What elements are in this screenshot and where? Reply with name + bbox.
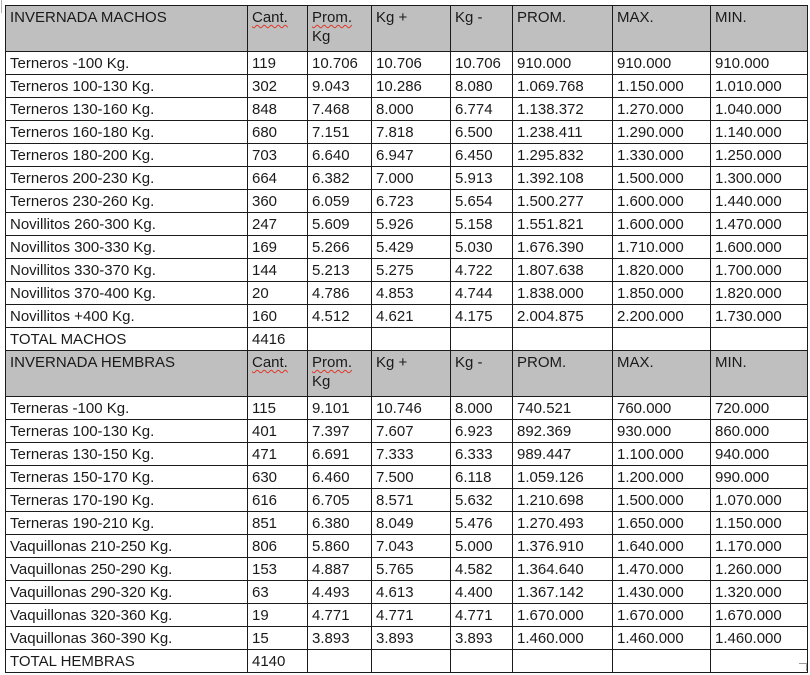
max-cell[interactable]: 1.470.000 [613, 558, 711, 581]
prom-cell[interactable]: 2.004.875 [513, 305, 613, 328]
max-cell[interactable]: 1.600.000 [613, 213, 711, 236]
kg-minus-cell[interactable]: 4.400 [451, 581, 513, 604]
cant-cell[interactable]: 20 [248, 282, 308, 305]
min-cell[interactable]: 1.140.000 [711, 121, 808, 144]
min-cell[interactable]: 1.730.000 [711, 305, 808, 328]
empty-cell[interactable] [372, 650, 451, 673]
cant-cell[interactable]: 401 [248, 420, 308, 443]
min-cell[interactable]: 1.260.000 [711, 558, 808, 581]
kg-plus-cell[interactable]: 8.000 [372, 98, 451, 121]
kg-minus-cell[interactable]: 6.923 [451, 420, 513, 443]
category-cell[interactable]: Vaquillonas 250-290 Kg. [6, 558, 248, 581]
kg-plus-cell[interactable]: 5.926 [372, 213, 451, 236]
min-cell[interactable]: 860.000 [711, 420, 808, 443]
column-header-kg-minus[interactable] [451, 6, 513, 52]
category-cell[interactable]: Novillitos 330-370 Kg. [6, 259, 248, 282]
category-cell[interactable]: Terneras 130-150 Kg. [6, 443, 248, 466]
kg-minus-cell[interactable]: 8.080 [451, 75, 513, 98]
max-cell[interactable]: 1.820.000 [613, 259, 711, 282]
total-row [6, 650, 808, 673]
prom-cell[interactable]: 1.138.372 [513, 98, 613, 121]
kg-minus-cell[interactable]: 5.158 [451, 213, 513, 236]
kg-minus-cell[interactable]: 10.706 [451, 52, 513, 75]
max-cell[interactable]: 1.640.000 [613, 535, 711, 558]
prom-cell[interactable]: 1.270.493 [513, 512, 613, 535]
kg-minus-cell[interactable]: 5.030 [451, 236, 513, 259]
category-cell[interactable]: Terneras 170-190 Kg. [6, 489, 248, 512]
min-cell[interactable]: 1.700.000 [711, 259, 808, 282]
prom-cell[interactable]: 1.392.108 [513, 167, 613, 190]
empty-cell[interactable] [308, 328, 372, 351]
category-cell[interactable]: Novillitos 260-300 Kg. [6, 213, 248, 236]
prom-label: PROM. [517, 354, 567, 371]
kg-minus-cell[interactable]: 5.476 [451, 512, 513, 535]
empty-cell[interactable] [513, 650, 613, 673]
kg-plus-cell[interactable]: 4.771 [372, 604, 451, 627]
table-row [6, 144, 808, 167]
category-cell[interactable]: Novillitos 300-330 Kg. [6, 236, 248, 259]
min-cell[interactable]: 1.320.000 [711, 581, 808, 604]
table-row [6, 604, 808, 627]
cant-cell[interactable]: 851 [248, 512, 308, 535]
max-cell[interactable]: 1.100.000 [613, 443, 711, 466]
category-cell[interactable]: Terneras 100-130 Kg. [6, 420, 248, 443]
kg-minus-cell[interactable]: 4.722 [451, 259, 513, 282]
column-header-min[interactable] [711, 351, 808, 397]
cant-cell[interactable]: 664 [248, 167, 308, 190]
table-row [6, 535, 808, 558]
cant-cell[interactable]: 63 [248, 581, 308, 604]
kg-minus-cell[interactable]: 4.582 [451, 558, 513, 581]
prom-kg-cell[interactable]: 6.380 [308, 512, 372, 535]
column-header-min[interactable] [711, 6, 808, 52]
kg-plus-cell[interactable]: 4.613 [372, 581, 451, 604]
prom-kg-cell[interactable]: 3.893 [308, 627, 372, 650]
min-cell[interactable]: 1.070.000 [711, 489, 808, 512]
max-cell[interactable]: 1.500.000 [613, 489, 711, 512]
kg-plus-cell[interactable]: 7.818 [372, 121, 451, 144]
kg-minus-cell[interactable]: 5.632 [451, 489, 513, 512]
prom-kg-cell[interactable]: 9.043 [308, 75, 372, 98]
column-header-max[interactable] [613, 351, 711, 397]
category-cell[interactable]: Terneros 160-180 Kg. [6, 121, 248, 144]
prom-kg-cell[interactable]: 10.706 [308, 52, 372, 75]
category-cell[interactable]: Terneros -100 Kg. [6, 52, 248, 75]
prom-cell[interactable]: 1.838.000 [513, 282, 613, 305]
table-row [6, 558, 808, 581]
column-header-kg-minus[interactable] [451, 351, 513, 397]
empty-cell[interactable] [613, 650, 711, 673]
prom-cell[interactable]: 1.367.142 [513, 581, 613, 604]
prom-cell[interactable]: 1.238.411 [513, 121, 613, 144]
max-cell[interactable]: 1.150.000 [613, 75, 711, 98]
table-row [6, 167, 808, 190]
cant-cell[interactable]: 115 [248, 397, 308, 420]
min-cell[interactable]: 1.040.000 [711, 98, 808, 121]
kg-plus-cell[interactable]: 7.500 [372, 466, 451, 489]
prom-kg-cell[interactable]: 4.786 [308, 282, 372, 305]
prom-kg-cell[interactable]: 6.059 [308, 190, 372, 213]
table-row [6, 489, 808, 512]
empty-cell[interactable] [711, 650, 808, 673]
kg-minus-cell[interactable]: 3.893 [451, 627, 513, 650]
kg-plus-cell[interactable]: 10.746 [372, 397, 451, 420]
column-header-prom[interactable] [513, 6, 613, 52]
min-cell[interactable]: 1.300.000 [711, 167, 808, 190]
table-row [6, 98, 808, 121]
kg-minus-label: Kg - [455, 9, 483, 26]
column-header-cant[interactable] [248, 6, 308, 52]
min-label: MIN. [715, 354, 747, 371]
prom-cell[interactable]: 1.059.126 [513, 466, 613, 489]
kg-plus-cell[interactable]: 7.607 [372, 420, 451, 443]
kg-minus-cell[interactable]: 5.654 [451, 190, 513, 213]
max-cell[interactable]: 760.000 [613, 397, 711, 420]
prom-kg-label-line2: Kg [312, 28, 331, 45]
category-cell[interactable]: Novillitos +400 Kg. [6, 305, 248, 328]
prom-cell[interactable]: 1.295.832 [513, 144, 613, 167]
min-cell[interactable]: 1.170.000 [711, 535, 808, 558]
column-header-prom-kg[interactable] [308, 6, 372, 52]
min-cell[interactable]: 1.820.000 [711, 282, 808, 305]
max-cell[interactable]: 1.500.000 [613, 167, 711, 190]
kg-plus-label: Kg + [376, 9, 408, 26]
kg-plus-cell[interactable]: 5.429 [372, 236, 451, 259]
prom-cell[interactable]: 1.376.910 [513, 535, 613, 558]
prom-kg-cell[interactable]: 6.382 [308, 167, 372, 190]
table-row [6, 627, 808, 650]
table-row [6, 236, 808, 259]
min-cell[interactable]: 910.000 [711, 52, 808, 75]
kg-minus-cell[interactable]: 4.175 [451, 305, 513, 328]
cant-cell[interactable]: 848 [248, 98, 308, 121]
category-cell[interactable]: Vaquillonas 320-360 Kg. [6, 604, 248, 627]
prom-cell[interactable]: 1.210.698 [513, 489, 613, 512]
kg-minus-cell[interactable]: 5.000 [451, 535, 513, 558]
min-label: MIN. [715, 9, 747, 26]
prom-cell[interactable]: 892.369 [513, 420, 613, 443]
kg-plus-cell[interactable]: 5.275 [372, 259, 451, 282]
cant-cell[interactable]: 153 [248, 558, 308, 581]
livestock-table-body [6, 6, 808, 673]
table-row [6, 75, 808, 98]
prom-kg-label-line2: Kg [312, 373, 331, 390]
section-title: INVERNADA HEMBRAS [10, 354, 176, 371]
empty-cell[interactable] [513, 328, 613, 351]
cant-cell[interactable]: 144 [248, 259, 308, 282]
empty-cell[interactable] [451, 650, 513, 673]
prom-cell[interactable]: 1.460.000 [513, 627, 613, 650]
max-cell[interactable]: 1.270.000 [613, 98, 711, 121]
max-cell[interactable]: 1.290.000 [613, 121, 711, 144]
cant-cell[interactable]: 806 [248, 535, 308, 558]
prom-kg-cell[interactable]: 6.705 [308, 489, 372, 512]
min-cell[interactable]: 1.460.000 [711, 627, 808, 650]
kg-minus-cell[interactable]: 6.450 [451, 144, 513, 167]
prom-kg-cell[interactable]: 4.771 [308, 604, 372, 627]
cant-cell[interactable]: 302 [248, 75, 308, 98]
prom-kg-cell[interactable]: 5.266 [308, 236, 372, 259]
table-row [6, 420, 808, 443]
column-header-prom-kg[interactable] [308, 351, 372, 397]
category-cell[interactable]: Terneros 100-130 Kg. [6, 75, 248, 98]
category-cell[interactable]: Terneras -100 Kg. [6, 397, 248, 420]
cant-cell[interactable]: 616 [248, 489, 308, 512]
table-row [6, 213, 808, 236]
kg-plus-cell[interactable]: 7.043 [372, 535, 451, 558]
prom-kg-cell[interactable]: 9.101 [308, 397, 372, 420]
category-cell[interactable]: Vaquillonas 210-250 Kg. [6, 535, 248, 558]
cant-cell[interactable]: 471 [248, 443, 308, 466]
category-cell[interactable]: Terneras 150-170 Kg. [6, 466, 248, 489]
total-label-cell[interactable]: TOTAL HEMBRAS [6, 650, 248, 673]
table-row [6, 121, 808, 144]
max-cell[interactable]: 1.430.000 [613, 581, 711, 604]
prom-kg-label-line1: Prom. [312, 9, 353, 26]
empty-cell[interactable] [613, 328, 711, 351]
prom-kg-cell[interactable]: 4.512 [308, 305, 372, 328]
category-cell[interactable]: Terneros 180-200 Kg. [6, 144, 248, 167]
table-row [6, 305, 808, 328]
kg-plus-label: Kg + [376, 354, 408, 371]
total-cant-cell[interactable]: 4140 [248, 650, 308, 673]
prom-cell[interactable]: 1.069.768 [513, 75, 613, 98]
kg-plus-cell[interactable]: 4.621 [372, 305, 451, 328]
category-cell[interactable]: Terneros 230-260 Kg. [6, 190, 248, 213]
category-cell[interactable]: Vaquillonas 360-390 Kg. [6, 627, 248, 650]
kg-minus-label: Kg - [455, 354, 483, 371]
max-label: MAX. [617, 354, 654, 371]
min-cell[interactable]: 1.150.000 [711, 512, 808, 535]
cant-cell[interactable]: 680 [248, 121, 308, 144]
cant-cell[interactable]: 15 [248, 627, 308, 650]
section-title: INVERNADA MACHOS [10, 9, 167, 26]
prom-kg-cell[interactable]: 7.151 [308, 121, 372, 144]
category-cell[interactable]: Terneras 190-210 Kg. [6, 512, 248, 535]
section-title-cell[interactable] [6, 6, 248, 52]
max-cell[interactable]: 1.330.000 [613, 144, 711, 167]
category-cell[interactable]: Terneros 130-160 Kg. [6, 98, 248, 121]
kg-minus-cell[interactable]: 5.913 [451, 167, 513, 190]
kg-plus-cell[interactable]: 3.893 [372, 627, 451, 650]
min-cell[interactable]: 1.440.000 [711, 190, 808, 213]
kg-minus-cell[interactable]: 6.118 [451, 466, 513, 489]
cant-label: Cant. [252, 354, 288, 371]
prom-kg-cell[interactable]: 5.609 [308, 213, 372, 236]
max-cell[interactable]: 1.710.000 [613, 236, 711, 259]
category-cell[interactable]: Terneros 200-230 Kg. [6, 167, 248, 190]
prom-cell[interactable]: 989.447 [513, 443, 613, 466]
kg-plus-cell[interactable]: 6.947 [372, 144, 451, 167]
prom-label: PROM. [517, 9, 567, 26]
min-cell[interactable]: 1.600.000 [711, 236, 808, 259]
kg-minus-cell[interactable]: 6.333 [451, 443, 513, 466]
column-header-max[interactable] [613, 6, 711, 52]
kg-plus-cell[interactable]: 10.286 [372, 75, 451, 98]
column-header-cant[interactable] [248, 351, 308, 397]
table-row [6, 581, 808, 604]
table-row [6, 443, 808, 466]
cant-cell[interactable]: 160 [248, 305, 308, 328]
total-cant-cell[interactable]: 4416 [248, 328, 308, 351]
prom-cell[interactable]: 1.364.640 [513, 558, 613, 581]
kg-plus-cell[interactable]: 4.853 [372, 282, 451, 305]
min-cell[interactable]: 1.470.000 [711, 213, 808, 236]
cant-label: Cant. [252, 9, 288, 26]
section-header-row [6, 351, 808, 397]
kg-plus-cell[interactable]: 5.765 [372, 558, 451, 581]
max-cell[interactable]: 910.000 [613, 52, 711, 75]
max-cell[interactable]: 1.600.000 [613, 190, 711, 213]
empty-cell[interactable] [451, 328, 513, 351]
table-row [6, 282, 808, 305]
table-row [6, 190, 808, 213]
prom-kg-cell[interactable]: 5.860 [308, 535, 372, 558]
table-row [6, 397, 808, 420]
kg-plus-cell[interactable]: 8.049 [372, 512, 451, 535]
max-cell[interactable]: 1.670.000 [613, 604, 711, 627]
kg-minus-cell[interactable]: 8.000 [451, 397, 513, 420]
prom-kg-cell[interactable]: 6.640 [308, 144, 372, 167]
cant-cell[interactable]: 360 [248, 190, 308, 213]
kg-minus-cell[interactable]: 4.744 [451, 282, 513, 305]
max-cell[interactable]: 1.460.000 [613, 627, 711, 650]
kg-plus-cell[interactable]: 7.000 [372, 167, 451, 190]
kg-plus-cell[interactable]: 10.706 [372, 52, 451, 75]
min-cell[interactable]: 720.000 [711, 397, 808, 420]
max-cell[interactable]: 2.200.000 [613, 305, 711, 328]
prom-cell[interactable]: 1.676.390 [513, 236, 613, 259]
min-cell[interactable]: 1.250.000 [711, 144, 808, 167]
table-row [6, 52, 808, 75]
prom-kg-cell[interactable]: 6.460 [308, 466, 372, 489]
column-header-kg-plus[interactable] [372, 6, 451, 52]
prom-cell[interactable]: 910.000 [513, 52, 613, 75]
table-row [6, 466, 808, 489]
kg-minus-cell[interactable]: 4.771 [451, 604, 513, 627]
min-cell[interactable]: 1.670.000 [711, 604, 808, 627]
prom-kg-cell[interactable]: 4.887 [308, 558, 372, 581]
total-label-cell[interactable]: TOTAL MACHOS [6, 328, 248, 351]
cant-cell[interactable]: 19 [248, 604, 308, 627]
prom-kg-cell[interactable]: 7.468 [308, 98, 372, 121]
min-cell[interactable]: 1.010.000 [711, 75, 808, 98]
prom-cell[interactable]: 740.521 [513, 397, 613, 420]
table-resize-handle-artifact [799, 663, 807, 671]
category-cell[interactable]: Vaquillonas 290-320 Kg. [6, 581, 248, 604]
prom-cell[interactable]: 1.670.000 [513, 604, 613, 627]
section-header-row [6, 6, 808, 52]
livestock-price-table [5, 5, 808, 673]
max-cell[interactable]: 1.650.000 [613, 512, 711, 535]
min-cell[interactable]: 990.000 [711, 466, 808, 489]
kg-plus-cell[interactable]: 6.723 [372, 190, 451, 213]
kg-minus-cell[interactable]: 6.500 [451, 121, 513, 144]
kg-plus-cell[interactable]: 8.571 [372, 489, 451, 512]
prom-kg-cell[interactable]: 7.397 [308, 420, 372, 443]
cant-cell[interactable]: 119 [248, 52, 308, 75]
kg-minus-cell[interactable]: 6.774 [451, 98, 513, 121]
max-cell[interactable]: 1.850.000 [613, 282, 711, 305]
prom-kg-cell[interactable]: 6.691 [308, 443, 372, 466]
prom-kg-cell[interactable]: 5.213 [308, 259, 372, 282]
cant-cell[interactable]: 247 [248, 213, 308, 236]
empty-cell[interactable] [711, 328, 808, 351]
cant-cell[interactable]: 169 [248, 236, 308, 259]
kg-plus-cell[interactable]: 7.333 [372, 443, 451, 466]
prom-cell[interactable]: 1.500.277 [513, 190, 613, 213]
min-cell[interactable]: 940.000 [711, 443, 808, 466]
total-row [6, 328, 808, 351]
category-cell[interactable]: Novillitos 370-400 Kg. [6, 282, 248, 305]
section-title-cell[interactable] [6, 351, 248, 397]
max-cell[interactable]: 1.200.000 [613, 466, 711, 489]
cant-cell[interactable]: 630 [248, 466, 308, 489]
prom-cell[interactable]: 1.551.821 [513, 213, 613, 236]
prom-kg-label-line1: Prom. [312, 354, 353, 371]
table-row [6, 512, 808, 535]
prom-kg-cell[interactable]: 4.493 [308, 581, 372, 604]
prom-cell[interactable]: 1.807.638 [513, 259, 613, 282]
table-row [6, 259, 808, 282]
table-move-handle-artifact [1, 0, 2, 13]
max-label: MAX. [617, 9, 654, 26]
column-header-prom[interactable] [513, 351, 613, 397]
cant-cell[interactable]: 703 [248, 144, 308, 167]
empty-cell[interactable] [372, 328, 451, 351]
empty-cell[interactable] [308, 650, 372, 673]
column-header-kg-plus[interactable] [372, 351, 451, 397]
max-cell[interactable]: 930.000 [613, 420, 711, 443]
